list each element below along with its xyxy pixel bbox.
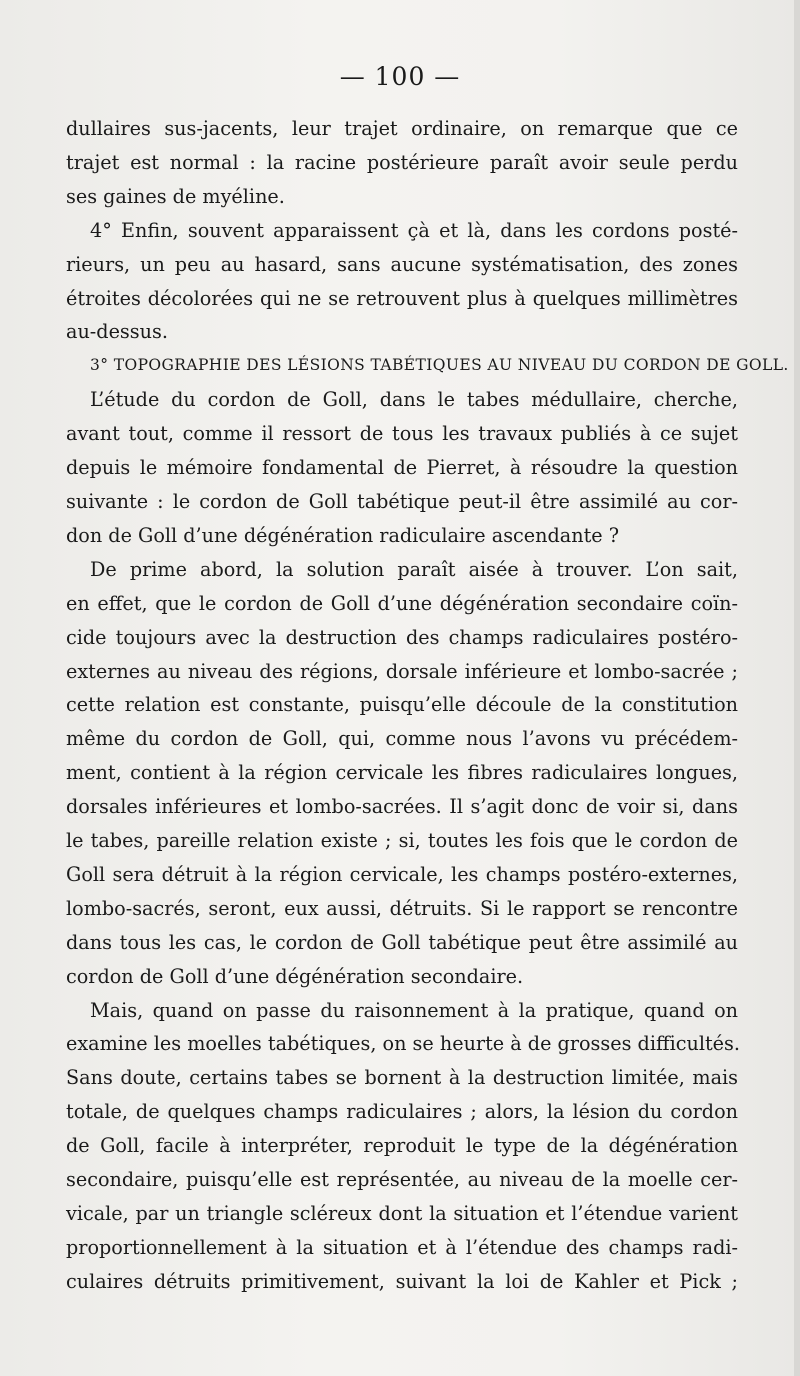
text-line: externes au niveau des régions, dorsale inférieure et lombo-sacrée ; — [66, 659, 738, 683]
text-line: 3° TOPOGRAPHIE DES LÉSIONS TABÉTIQUES AU NIVEAU DU CORDON DE GOLL. — [90, 356, 789, 375]
text-line: L’étude du cordon de Goll, dans le tabes médullaire, cherche, — [90, 388, 738, 412]
text-line: lombo-sacrés, seront, eux aussi, détruits. Si le rapport se rencontre — [66, 896, 738, 920]
text-line: étroites décolorées qui ne se retrouvent plus à quelques millimètres — [66, 286, 738, 310]
text-line: cordon de Goll d’une dégénération secondaire. — [66, 964, 524, 988]
text-line: de Goll, facile à interpréter, reproduit le type de la dégénération — [66, 1134, 738, 1158]
text-line: dullaires sus-jacents, leur trajet ordinaire, on remarque que ce — [66, 117, 738, 140]
body-text — [66, 112, 789, 1299]
text-line: Goll sera détruit à la région cervicale, les champs postéro-externes, — [66, 862, 738, 886]
text-line: cide toujours avec la destruction des champs radiculaires postéro- — [66, 625, 738, 649]
text-line: ment, contient à la région cervicale les fibres radiculaires longues, — [66, 761, 738, 785]
text-line: Mais, quand on passe du raisonnement à la pratique, quand on — [90, 998, 738, 1022]
text-line: le tabes, pareille relation existe ; si, toutes les fois que le cordon de — [66, 829, 738, 853]
text-line: rieurs, un peu au hasard, sans aucune systématisation, des zones — [66, 252, 738, 276]
text-line: même du cordon de Goll, qui, comme nous l’avons vu précédem- — [66, 727, 738, 751]
text-line: secondaire, puisqu’elle est représentée, au niveau de la moelle cer- — [66, 1168, 738, 1192]
text-line: depuis le mémoire fondamental de Pierret, à résoudre la question — [66, 456, 738, 480]
text-line: suivante : le cordon de Goll tabétique peut-il être assimilé au cor- — [66, 489, 738, 513]
text-line: don de Goll d’une dégénération radiculaire ascendante ? — [66, 523, 620, 547]
text-line: proportionnellement à la situation et à l’étendue des champs radi- — [66, 1235, 738, 1259]
text-line: dans tous les cas, le cordon de Goll tabétique peut être assimilé au — [66, 930, 738, 954]
text-line: ses gaines de myéline. — [66, 184, 285, 208]
text-line: De prime abord, la solution paraît aisée à trouver. L’on sait, — [90, 557, 738, 581]
text-line: examine les moelles tabétiques, on se heurte à de grosses difficultés. — [66, 1032, 740, 1056]
text-line: Sans doute, certains tabes se bornent à la destruction limitée, mais — [66, 1066, 738, 1090]
text-line: avant tout, comme il ressort de tous les travaux publiés à ce sujet — [66, 422, 738, 446]
text-line: trajet est normal : la racine postérieure paraît avoir seule perdu — [66, 150, 738, 174]
text-line: totale, de quelques champs radiculaires ; alors, la lésion du cordon — [66, 1100, 738, 1124]
page-number: — 100 — — [339, 62, 461, 91]
text-line: au-dessus. — [66, 320, 168, 344]
text-line: vicale, par un triangle scléreux dont la situation et l’étendue varient — [66, 1202, 738, 1225]
text-line: culaires détruits primitivement, suivant la loi de Kahler et Pick ; — [66, 1269, 738, 1293]
text-line: dorsales inférieures et lombo-sacrées. Il s’agit donc de voir si, dans — [66, 795, 738, 819]
text-line: cette relation est constante, puisqu’elle découle de la constitution — [66, 693, 738, 717]
text-line: en effet, que le cordon de Goll d’une dégénération secondaire coïn- — [66, 591, 738, 615]
text-line: 4° Enfin, souvent apparaissent çà et là, dans les cordons posté- — [90, 218, 738, 242]
